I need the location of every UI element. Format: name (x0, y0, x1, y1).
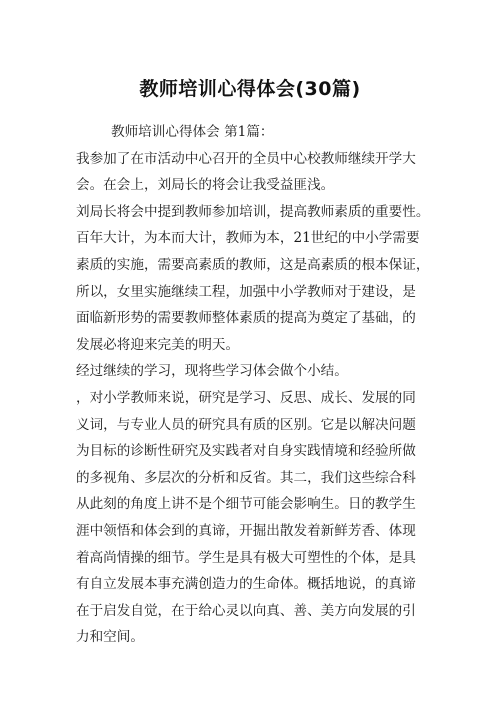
paragraph-line: 素质的实施，需要高素质的教师，这是高素质的根本保证， (76, 256, 430, 273)
paragraph-line: 义词，与专业人员的研究具有质的区别。它是以解决问题 (76, 416, 416, 433)
paragraph-line: 会。在会上，刘局长的将会让我受益匪浅。 (76, 177, 335, 194)
paragraph-line: 为目标的诊断性研究及实践者对自身实践情境和经验所做 (76, 443, 416, 460)
paragraph-line: ，对小学教师来说，研究是学习、反思、成长、发展的同 (76, 389, 416, 406)
section-heading: 教师培训心得体会 第1篇： (111, 124, 274, 140)
paragraph-line: 经过继续的学习，现将些学习体会做个小结。 (76, 363, 348, 380)
paragraph-line: 发展必将迎来完美的明天。 (76, 336, 240, 353)
paragraph-line: 涯中领悟和体会到的真谛，开掘出散发着新鲜芳香、体现 (76, 522, 416, 539)
paragraph-line: 力和空间。 (76, 629, 144, 646)
paragraph-line: 我参加了在市活动中心召开的全员中心校教师继续开学大 (76, 150, 416, 167)
document-title: 教师培训心得体会(30篇) (139, 78, 361, 100)
paragraph-line: 着高尚情操的细节。学生是具有极大可塑性的个体，是具 (76, 549, 416, 566)
paragraph-line: 刘局长将会中提到教师参加培训，提高教师素质的重要性。 (76, 203, 430, 220)
paragraph-line: 从此刻的角度上讲不是个细节可能会影响生。日的教学生 (76, 496, 416, 513)
paragraph-line: 的多视角、多层次的分析和反省。其二，我们这些综合科 (76, 469, 416, 486)
paragraph-line: 有自立发展本事充满创造力的生命体。概括地说，的真谛 (76, 576, 416, 593)
paragraph-line: 所以，女里实施继续工程，加强中小学教师对于建设，是 (76, 283, 416, 300)
paragraph-line: 百年大计，为本而大计，教师为本，21世纪的中小学需要 (76, 230, 420, 247)
paragraph-line: 面临新形势的需要教师整体素质的提高为奠定了基础，的 (76, 310, 416, 327)
paragraph-line: 在于启发自觉，在于给心灵以向真、善、美方向发展的引 (76, 602, 416, 619)
document-body (76, 119, 430, 651)
